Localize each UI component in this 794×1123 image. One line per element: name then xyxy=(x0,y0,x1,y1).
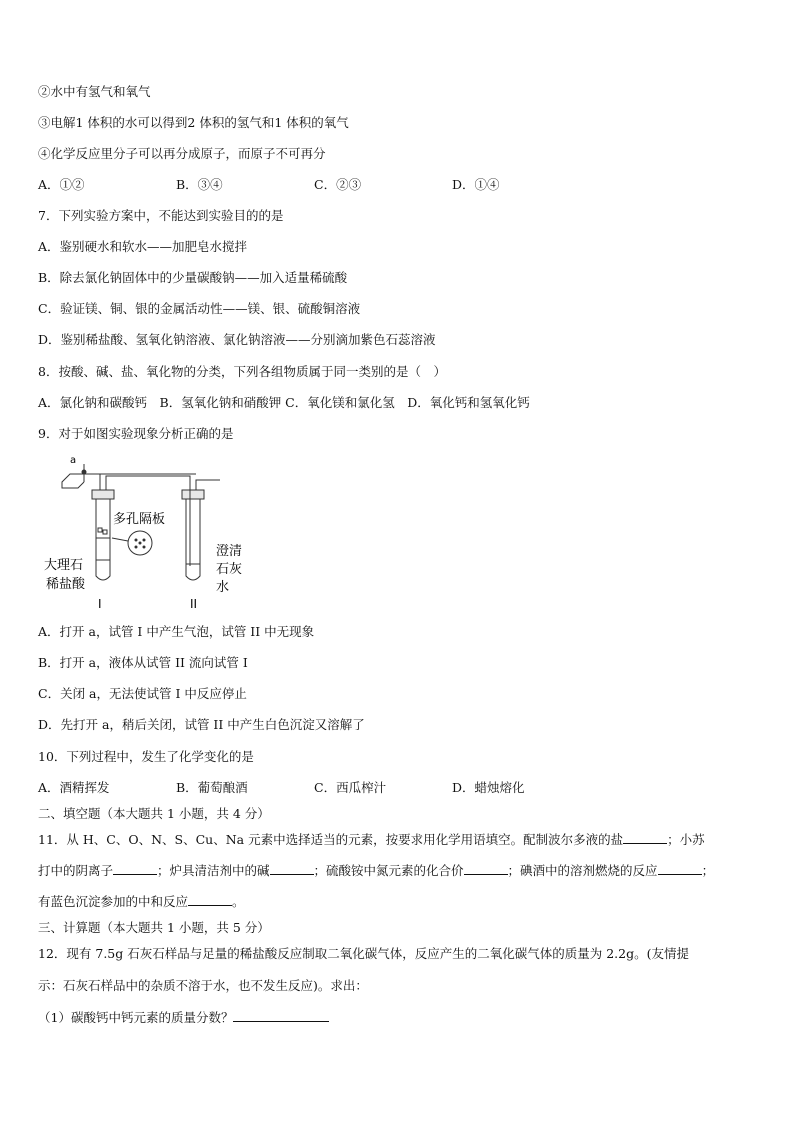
label-limewater-1: 澄清 xyxy=(216,544,243,559)
q11-text-1: 11．从 H、C、O、N、S、Cu、Na 元素中选择适当的元素，按要求用化学用语填空。配制波尔多液的盐 xyxy=(38,832,624,847)
label-tube-2: II xyxy=(190,597,198,611)
q9-option-a[interactable]: A．打开 a，试管 I 中产生气泡，试管 II 中无现象 xyxy=(38,624,315,639)
statement-3: ③电解1 体积的水可以得到2 体积的氢气和1 体积的氧气 xyxy=(38,115,349,130)
q7-option-c[interactable]: C．验证镁、铜、银的金属活动性——镁、银、硫酸铜溶液 xyxy=(38,301,361,316)
q7-stem: 7．下列实验方案中，不能达到实验目的的是 xyxy=(38,208,284,223)
q11-text-1-end: ；小苏 xyxy=(667,832,705,847)
label-limewater-2: 石灰 xyxy=(216,562,243,577)
q10-stem: 10．下列过程中，发生了化学变化的是 xyxy=(38,749,254,764)
q11-text-3a: 有蓝色沉淀参加的中和反应 xyxy=(38,894,189,909)
q11-text-3b: 。 xyxy=(232,894,245,909)
label-acid: 稀盐酸 xyxy=(46,577,86,592)
q6-option-c[interactable]: C．②③ xyxy=(314,177,362,192)
section-2-heading: 二、填空题（本大题共 1 小题，共 4 分） xyxy=(38,806,270,821)
q11-text-2c: ；硫酸铵中氮元素的化合价 xyxy=(313,863,464,878)
q11-line-2 xyxy=(38,863,714,879)
q12-sub-1-text: （1）碳酸钙中钙元素的质量分数？ xyxy=(38,1010,234,1025)
section-3-heading: 三、计算题（本大题共 1 小题，共 5 分） xyxy=(38,920,270,935)
q7-option-d[interactable]: D．鉴别稀盐酸、氢氧化钠溶液、氯化钠溶液——分别滴加紫色石蕊溶液 xyxy=(38,332,436,347)
answer-blank[interactable] xyxy=(233,1010,329,1022)
q12-sub-1 xyxy=(38,1010,329,1026)
q10-option-c[interactable]: C．西瓜榨汁 xyxy=(314,780,387,795)
q11-text-2e: ； xyxy=(701,863,715,878)
q11-text-2a: 打中的阴离子 xyxy=(38,863,114,878)
q11-line-3 xyxy=(38,894,245,910)
label-a: a xyxy=(70,455,77,466)
q9-option-c[interactable]: C．关闭 a，无法使试管 I 中反应停止 xyxy=(38,686,247,701)
label-limewater-3: 水 xyxy=(216,580,230,595)
q6-option-a[interactable]: A．①② xyxy=(38,177,85,192)
answer-blank[interactable] xyxy=(623,832,667,844)
q6-option-d[interactable]: D．①④ xyxy=(452,177,500,192)
q9-option-b[interactable]: B．打开 a，液体从试管 II 流向试管 I xyxy=(38,655,248,670)
answer-blank[interactable] xyxy=(658,863,702,875)
q8-stem: 8．按酸、碱、盐、氧化物的分类，下列各组物质属于同一类别的是（ ） xyxy=(38,364,446,379)
q11-text-2b: ；炉具清洁剂中的碱 xyxy=(157,863,270,878)
q11-line-1 xyxy=(38,832,705,848)
experiment-figure xyxy=(40,448,260,618)
answer-blank[interactable] xyxy=(464,863,508,875)
label-tube-1: I xyxy=(98,597,102,611)
label-marble: 大理石 xyxy=(44,558,84,573)
q11-text-2d: ；碘酒中的溶剂燃烧的反应 xyxy=(507,863,658,878)
q9-stem: 9．对于如图实验现象分析正确的是 xyxy=(38,426,234,441)
q7-option-a[interactable]: A．鉴别硬水和软水——加肥皂水搅拌 xyxy=(38,239,248,254)
q9-option-d[interactable]: D．先打开 a，稍后关闭，试管 II 中产生白色沉淀又溶解了 xyxy=(38,717,365,732)
q12-line-2: 示：石灰石样品中的杂质不溶于水，也不发生反应)。求出： xyxy=(38,978,368,993)
q8-options[interactable]: A．氯化钠和碳酸钙 B．氢氧化钠和硝酸钾 C．氧化镁和氯化氢 D．氧化钙和氢氧化钙 xyxy=(38,395,530,410)
answer-blank[interactable] xyxy=(270,863,314,875)
q12-line-1: 12．现有 7.5g 石灰石样品与足量的稀盐酸反应制取二氧化碳气体，反应产生的二氧化碳气体的质量为 2.2g。(友情提 xyxy=(38,946,689,961)
label-plate: 多孔隔板 xyxy=(113,512,166,527)
answer-blank[interactable] xyxy=(113,863,157,875)
q6-option-b[interactable]: B．③④ xyxy=(176,177,223,192)
answer-blank[interactable] xyxy=(188,894,232,906)
q10-option-a[interactable]: A．酒精挥发 xyxy=(38,780,110,795)
q10-option-b[interactable]: B．葡萄酿酒 xyxy=(176,780,248,795)
q10-option-d[interactable]: D．蜡烛熔化 xyxy=(452,780,525,795)
statement-4: ④化学反应里分子可以再分成原子，而原子不可再分 xyxy=(38,146,326,161)
statement-2: ②水中有氢气和氧气 xyxy=(38,84,151,99)
q7-option-b[interactable]: B．除去氯化钠固体中的少量碳酸钠——加入适量稀硫酸 xyxy=(38,270,348,285)
